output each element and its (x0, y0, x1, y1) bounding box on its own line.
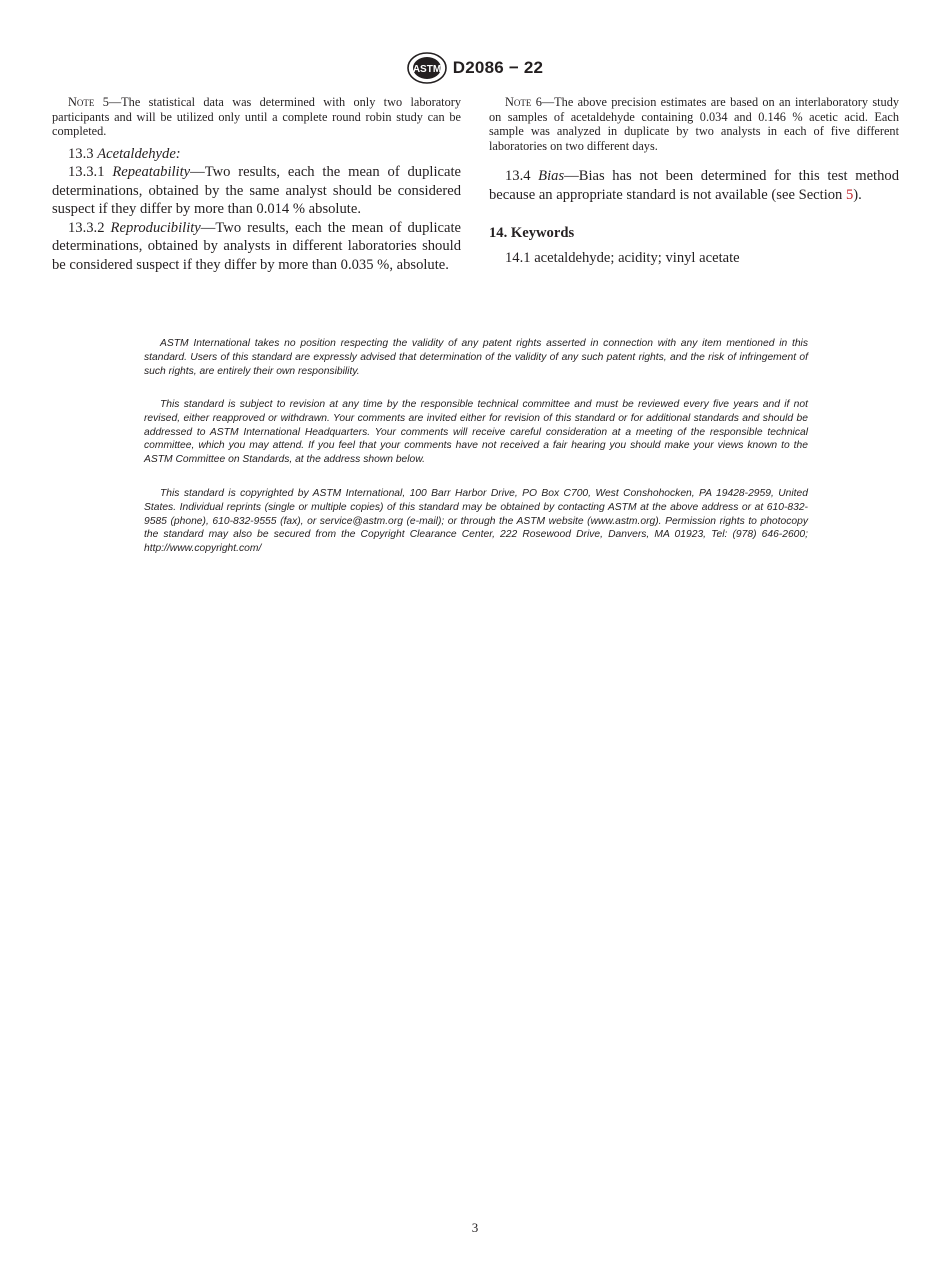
section-14-1-text: acetaldehyde; acidity; vinyl acetate (534, 249, 740, 266)
note-6-text: —The above precision estimates are based on an interlaboratory study on samples of acetaldehyde containing 0.034 and 0.146 % acetic acid. Each sample was analyzed in duplicate by two analysts in each of five different laboratories on two different days. (489, 95, 899, 153)
section-13-3-title: Acetaldehyde: (97, 145, 181, 162)
section-13-3-1-text: —Two results, each the mean of duplicate determinations, obtained by the same analyst should be considered suspect if they differ by more than 0.014 % absolute. (52, 164, 461, 218)
note-5 (52, 95, 461, 139)
section-13-3-2 (52, 219, 461, 275)
footer-revision-notice: This standard is subject to revision at any time by the responsible technical committee and must be reviewed every five years and if not revised, either reapproved or withdrawn. Your comments are invited either for revision of this standard or for additional standards and should be addressed to ASTM International Headquarters. Your comments will receive careful consideration at a meeting of the responsible technical committee, which you may attend. If you feel that your comments have not received a fair hearing you should make your views known to the ASTM Committee on Standards, at the address shown below. (144, 399, 808, 466)
document-designation: D2086 − 22 (452, 58, 544, 77)
left-column (52, 95, 461, 275)
note-6-label: Note 6 (505, 95, 542, 109)
right-column (489, 95, 899, 267)
section-13-3-1-number: 13.3.1 (68, 164, 105, 181)
section-14-1 (489, 249, 899, 268)
logo-text: ASTM (412, 64, 441, 75)
section-13-3 (52, 145, 461, 164)
section-13-4-title: Bias (538, 168, 565, 184)
section-5-link[interactable]: 5 (846, 186, 854, 203)
section-13-3-1-title: Repeatability (112, 164, 191, 181)
section-13-3-2-title: Reproducibility (110, 219, 201, 236)
footer-copyright-notice: This standard is copyrighted by ASTM International, 100 Barr Harbor Drive, PO Box C700, West Conshohocken, PA 19428-2959, United States. Individual reprints (single or multiple copies) of this standard may be obtained by contacting ASTM at the above address or at 610-832-9585 (phone), 610-832-9555 (fax), or service@astm.org (e-mail); or through the ASTM website (www.astm.org). Permission rights to photocopy the standard may also be secured from the Copyright Clearance Center, 222 Rosewood Drive, Danvers, MA 01923, Tel: (978) 646-2600; http://www.copyright.com/ (144, 488, 808, 555)
section-13-3-1 (52, 163, 461, 219)
section-13-3-2-number: 13.3.2 (68, 219, 105, 236)
footer-patent-notice: ASTM International takes no position respecting the validity of any patent rights asserted in connection with any item mentioned in this standard. Users of this standard are expressly advised that determination of the validity of any such patent rights, and the risk of infringement of such rights, are entirely their own responsibility. (144, 338, 808, 377)
section-13-4-number: 13.4 (505, 168, 531, 184)
page-header (0, 52, 950, 84)
page-number: 3 (471, 1220, 479, 1235)
section-13-4-text-a: —Bias has not been determined for this test method because an appropriate standard is not available (see Section (489, 168, 899, 203)
astm-logo-icon (407, 52, 447, 84)
section-13-3-2-text: —Two results, each the mean of duplicate determinations, obtained by analysts in different laboratories should be considered suspect if they differ by more than 0.035 %, absolute. (52, 219, 461, 274)
section-13-4-text-b: ). (853, 186, 862, 203)
section-14-heading: 14. Keywords (489, 225, 575, 242)
section-13-4 (489, 167, 899, 204)
section-14-1-number: 14.1 (505, 249, 531, 266)
section-13-3-number: 13.3 (68, 145, 94, 162)
note-6 (489, 95, 899, 153)
note-5-label: Note 5 (68, 95, 109, 109)
note-5-text: —The statistical data was determined with only two laboratory participants and will be utilized only until a complete round robin study can be completed. (52, 95, 461, 138)
